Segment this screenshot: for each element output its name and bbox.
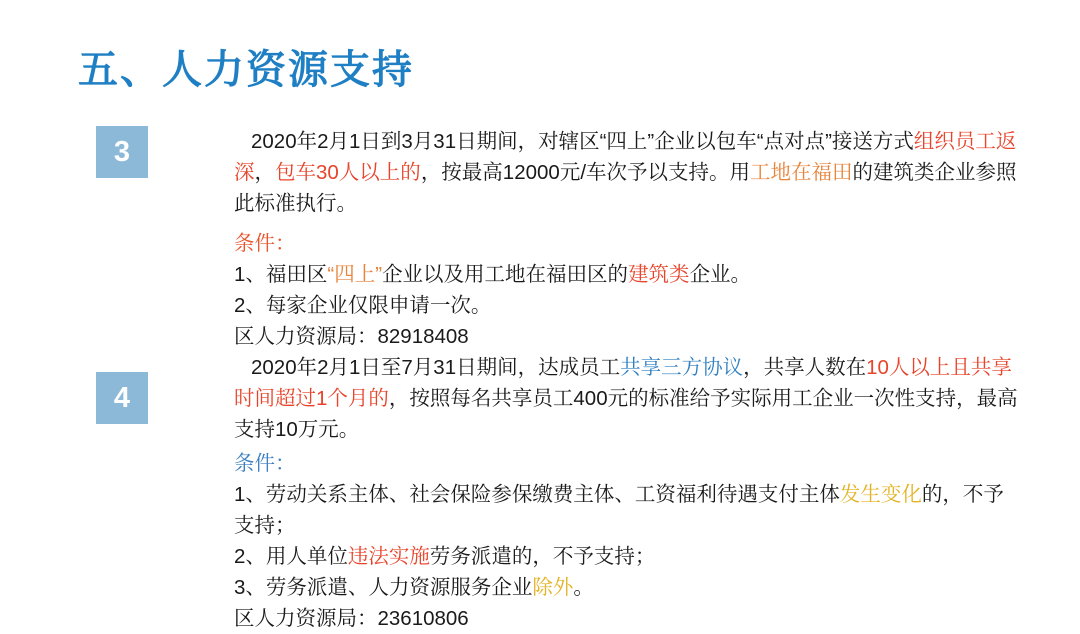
text-run: 3、劳务派遣、人力资源服务企业 — [234, 576, 533, 599]
item-3-condition-label: 条件： — [234, 232, 296, 255]
text-run: 的，不予支持； — [234, 483, 1004, 537]
text-run: ，共享人数在 — [743, 356, 867, 379]
item-number-badge-3: 3 — [96, 126, 148, 178]
text-run: 1、劳动关系主体、社会保险参保缴费主体、工资福利待遇支付主体 — [234, 483, 840, 506]
text-run: 2020年2月1日到3月31日期间，对辖区“四上”企业以包车“点对点”接送方式 — [251, 130, 914, 153]
item-4-body — [234, 352, 1024, 634]
text-run-highlight: 10人以上且共享时间超过1个月的 — [234, 356, 1012, 410]
item-number-badge-4: 4 — [96, 372, 148, 424]
text-run: ，按照每名共享员工400元的标准给予实际用工企业一次性支持，最高支持10万元。 — [234, 387, 1018, 441]
text-run-highlight: 发生变化 — [839, 483, 922, 506]
text-run: 2、每家企业仅限申请一次。 — [234, 294, 492, 317]
item-4-paragraph — [234, 352, 1024, 445]
item-4-contact: 区人力资源局：23610806 — [234, 607, 469, 630]
text-run: 1、福田区 — [234, 263, 328, 286]
text-run-highlight: 除外 — [532, 576, 574, 599]
item-3-condition-1 — [234, 259, 1024, 290]
text-run-highlight: 包车30人以上的 — [275, 161, 421, 184]
item-3-contact: 区人力资源局：82918408 — [234, 325, 469, 348]
item-4-condition-label: 条件： — [234, 452, 296, 475]
page-title: 五、人力资源支持 — [78, 48, 414, 92]
text-run: 企业以及用工地在福田区的 — [382, 263, 629, 286]
text-run: 。 — [573, 576, 594, 599]
text-run-highlight: 组织员工返深 — [234, 130, 1017, 184]
text-run: 2020年2月1日至7月31日期间，达成员工 — [251, 356, 621, 379]
text-run: ，按最高12000元/车次予以支持。用 — [420, 161, 751, 184]
text-run-highlight: 建筑类 — [628, 263, 690, 286]
text-run-highlight: “四上” — [327, 263, 383, 286]
item-3-body — [234, 126, 1024, 352]
item-4-condition-2 — [234, 541, 1024, 572]
text-run-highlight: 工地在福田 — [750, 161, 853, 184]
text-run: 2、用人单位 — [234, 545, 348, 568]
item-3-condition-2 — [234, 290, 1024, 321]
item-3-paragraph — [234, 126, 1024, 219]
text-run: 的建筑类企业参照此标准执行。 — [234, 161, 1017, 215]
text-run: ， — [254, 161, 275, 184]
text-run-highlight: 共享三方协议 — [620, 356, 744, 379]
item-4-condition-3 — [234, 572, 1024, 603]
text-run: 劳务派遣的，不予支持； — [429, 545, 656, 568]
item-4-condition-1 — [234, 479, 1024, 541]
text-run: 企业。 — [689, 263, 752, 286]
text-run-highlight: 违法实施 — [347, 545, 430, 568]
